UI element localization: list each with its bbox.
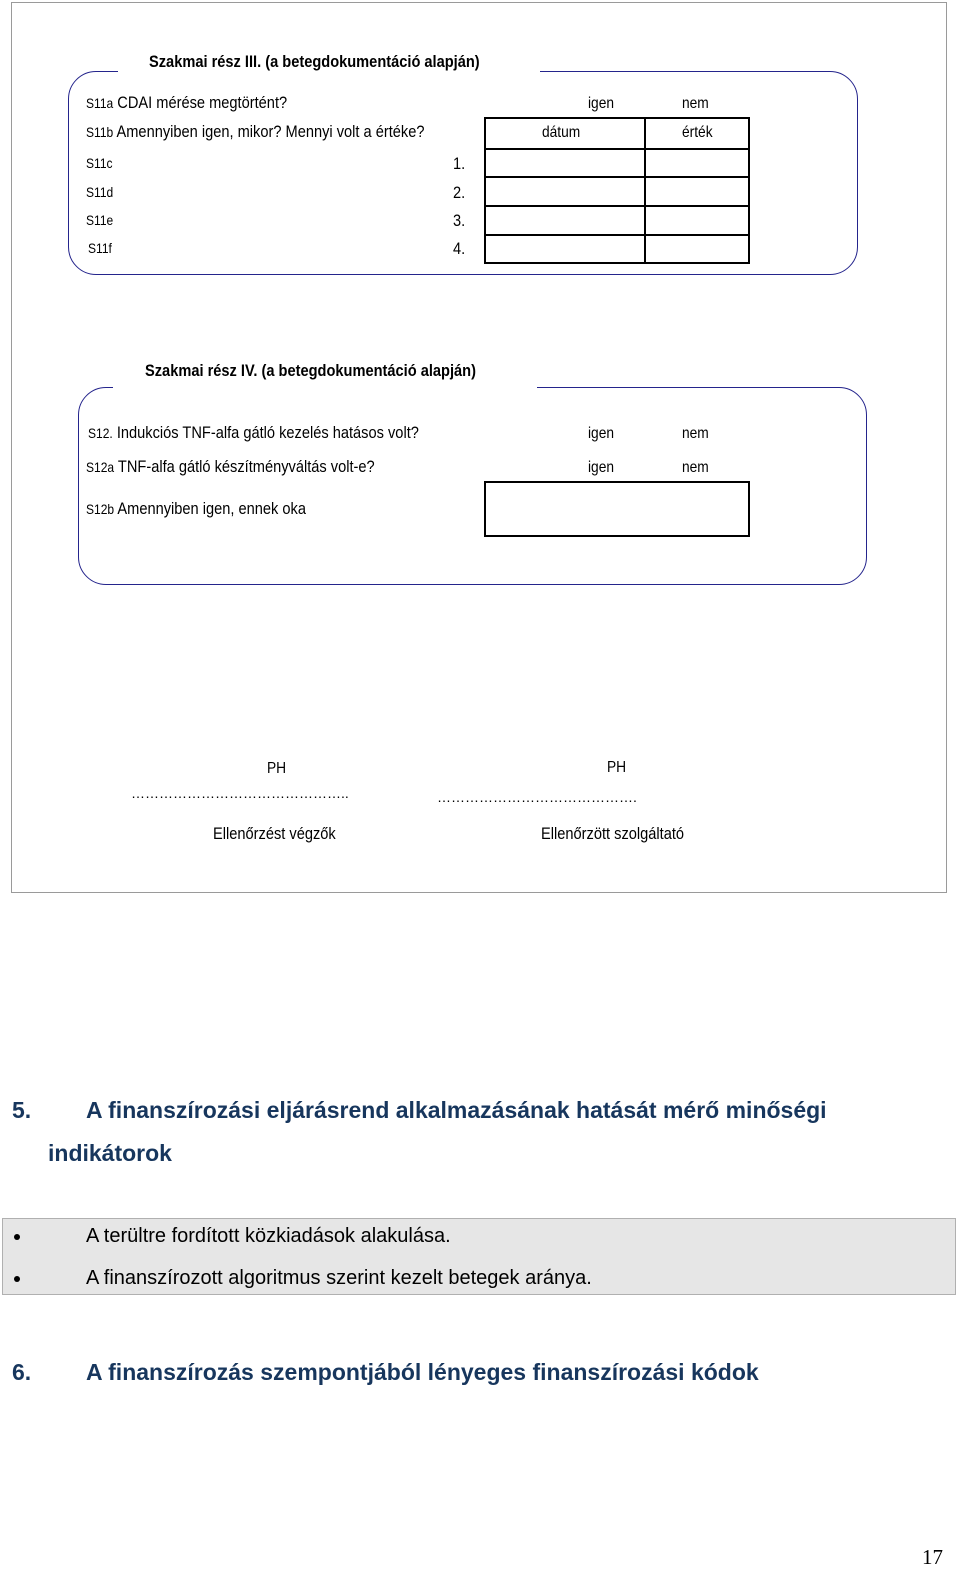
value-column-header: érték: [682, 124, 713, 141]
heading5-text-line2: indikátorok: [48, 1140, 172, 1166]
section4-title-gap: [113, 384, 537, 390]
value-input-1[interactable]: [644, 148, 750, 178]
s11a-question: CDAI mérése megtörtént?: [117, 93, 288, 112]
s11b-code: S11b: [86, 124, 114, 140]
s12a-question: TNF-alfa gátló készítményváltás volt-e?: [117, 457, 375, 476]
s11a-row: [86, 93, 287, 113]
row-number: 3.: [453, 211, 466, 230]
s12-code: S12.: [88, 425, 113, 441]
heading5-number: 5.: [12, 1097, 32, 1123]
date-input-3[interactable]: [484, 205, 646, 236]
s11a-yes-option[interactable]: igen: [588, 95, 615, 112]
indicator-item: A finanszírozott algoritmus szerint kezelt betegek aránya.: [86, 1267, 592, 1289]
s12a-yes-option[interactable]: igen: [588, 459, 615, 476]
row-number: 4.: [453, 239, 466, 258]
heading6-text: A finanszírozás szempontjából lényeges finanszírozási kódok: [86, 1359, 759, 1385]
row-number: 1.: [453, 154, 466, 173]
row-code: S11c: [86, 155, 113, 171]
section3-title: Szakmai rész III. (a betegdokumentáció alapján): [149, 52, 480, 71]
s11b-row: [86, 122, 425, 142]
right-signature-label: Ellenőrzött szolgáltató: [541, 824, 685, 843]
s12a-code: S12a: [86, 459, 115, 475]
s12a-row: [86, 457, 375, 477]
s11a-code: S11a: [86, 95, 114, 111]
row-number: 2.: [453, 183, 466, 202]
right-stamp-label: PH: [607, 759, 627, 776]
date-input-1[interactable]: [484, 148, 646, 178]
value-input-3[interactable]: [644, 205, 750, 236]
indicator-item: A terültre fordított közkiadások alakulása.: [86, 1225, 451, 1247]
right-signature-line: …………………………………….: [437, 789, 637, 805]
s12-question: Indukciós TNF-alfa gátló kezelés hatásos volt?: [116, 423, 419, 442]
s11b-question: Amennyiben igen, mikor? Mennyi volt a értéke?: [116, 122, 425, 141]
s12b-code: S12b: [86, 501, 115, 517]
row-code: S11f: [88, 240, 112, 256]
s12a-no-option[interactable]: nem: [682, 459, 709, 476]
bullet-dot-icon: [14, 1276, 20, 1282]
section4-title: Szakmai rész IV. (a betegdokumentáció alapján): [145, 361, 476, 380]
value-input-2[interactable]: [644, 176, 750, 207]
s12-row: [88, 423, 419, 443]
left-signature-label: Ellenőrzést végzők: [213, 824, 336, 843]
date-input-4[interactable]: [484, 234, 646, 264]
left-stamp-label: PH: [267, 760, 287, 777]
heading5-text-line1: A finanszírozási eljárásrend alkalmazásának hatását mérő minőségi: [86, 1097, 827, 1123]
s12b-row: [86, 499, 306, 519]
s12b-question: Amennyiben igen, ennek oka: [117, 499, 306, 518]
row-code: S11e: [86, 212, 114, 228]
date-column-header: dátum: [542, 124, 581, 141]
page-number: 17: [922, 1545, 943, 1569]
heading6-number: 6.: [12, 1359, 32, 1385]
s12-no-option[interactable]: nem: [682, 425, 709, 442]
date-input-2[interactable]: [484, 176, 646, 207]
reason-input[interactable]: [484, 481, 750, 537]
s11a-no-option[interactable]: nem: [682, 95, 709, 112]
row-code: S11d: [86, 184, 114, 200]
left-signature-line: ………………………………………..: [131, 785, 349, 801]
value-input-4[interactable]: [644, 234, 750, 264]
s12-yes-option[interactable]: igen: [588, 425, 615, 442]
bullet-dot-icon: [14, 1234, 20, 1240]
